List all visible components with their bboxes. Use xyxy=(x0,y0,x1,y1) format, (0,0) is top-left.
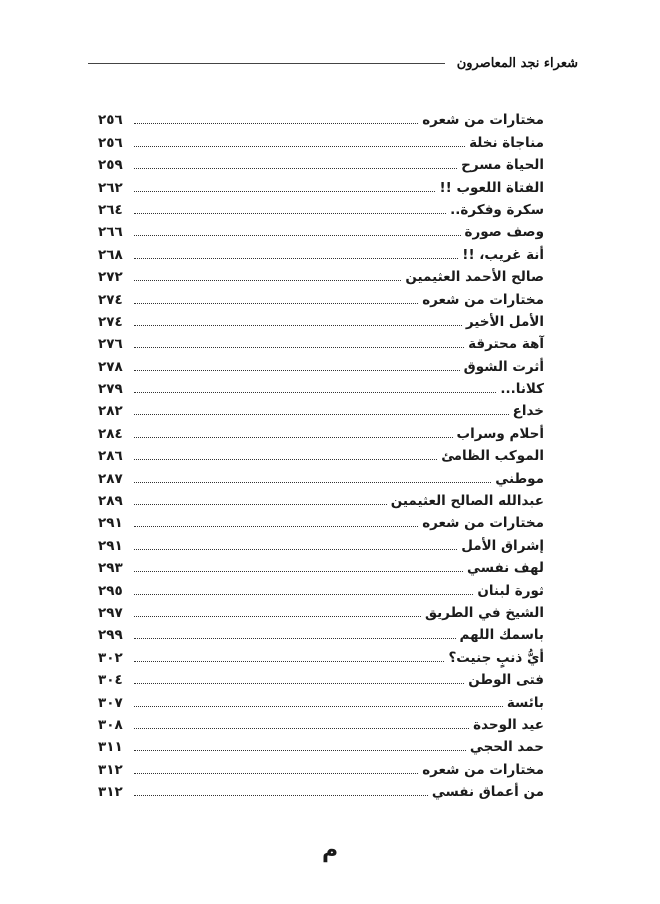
toc-entry xyxy=(98,310,544,332)
dotted-leader xyxy=(134,638,456,639)
toc-entry-page: ٣٠٨ xyxy=(98,716,123,733)
dotted-leader xyxy=(134,750,466,751)
toc-entry-page: ٢٩٥ xyxy=(98,582,123,599)
toc-entry-page: ٢٧٩ xyxy=(98,381,123,398)
toc-entry-title: الشيخ في الطريق xyxy=(424,604,544,621)
toc-entry-title: ثورة لبنان xyxy=(477,582,544,599)
dotted-leader xyxy=(134,235,461,236)
toc-entry-page: ٢٨٦ xyxy=(98,448,123,465)
toc-entry-title: الحياة مسرح xyxy=(461,157,544,174)
toc-entry xyxy=(98,623,544,645)
toc-entry-title: مختارات من شعره xyxy=(422,291,544,308)
toc-entry-page: ٣١٢ xyxy=(98,784,123,801)
toc-entry xyxy=(98,578,544,600)
dotted-leader xyxy=(134,526,418,527)
toc-entry-page: ٢٨٤ xyxy=(98,425,123,442)
toc-entry xyxy=(98,556,544,578)
toc-entry-title: أثرت الشوق xyxy=(463,358,544,375)
toc-entry-title: عبدالله الصالح العثيمين xyxy=(390,493,544,510)
toc-entry-title: أنة غريب، !! xyxy=(462,246,544,263)
toc-entry xyxy=(98,130,544,152)
toc-entry-page: ٢٩٧ xyxy=(98,604,123,621)
toc-entry xyxy=(98,399,544,421)
dotted-leader xyxy=(134,168,457,169)
dotted-leader xyxy=(134,191,435,192)
dotted-leader xyxy=(134,414,509,415)
toc-entry-page: ٢٨٩ xyxy=(98,493,123,510)
toc-entry-page: ٣٠٧ xyxy=(98,694,123,711)
dotted-leader xyxy=(134,213,446,214)
toc-entry-title: إشراق الأمل xyxy=(461,537,544,554)
toc-entry-title: سكرة وفكرة.. xyxy=(450,201,544,218)
toc-entry-page: ٢٧٨ xyxy=(98,358,123,375)
toc-entry xyxy=(98,220,544,242)
dotted-leader xyxy=(134,683,464,684)
toc-entry-title: صالح الأحمد العثيمين xyxy=(405,269,544,286)
running-header xyxy=(88,52,578,74)
toc-entry xyxy=(98,601,544,623)
toc-entry-title: آهة محترقة xyxy=(468,336,544,353)
dotted-leader xyxy=(134,123,418,124)
toc-entry-page: ٢٥٦ xyxy=(98,112,123,129)
dotted-leader xyxy=(134,280,401,281)
dotted-leader xyxy=(134,571,463,572)
header-rule xyxy=(88,63,445,64)
toc-entry xyxy=(98,533,544,555)
toc-entry xyxy=(98,735,544,757)
toc-entry xyxy=(98,645,544,667)
toc-entry-title: موطني xyxy=(495,470,544,487)
toc-entry-page: ٢٩٩ xyxy=(98,627,123,644)
toc-entry-page: ٢٦٤ xyxy=(98,201,123,218)
dotted-leader xyxy=(134,325,462,326)
dotted-leader xyxy=(134,549,457,550)
toc-entry-page: ٢٧٤ xyxy=(98,313,123,330)
toc-entry xyxy=(98,713,544,735)
toc-entry-title: حمد الحجي xyxy=(469,739,544,756)
toc-entry xyxy=(98,668,544,690)
toc-entry-page: ٢٩٣ xyxy=(98,560,123,577)
dotted-leader xyxy=(134,504,387,505)
toc-entry-page: ٢٥٦ xyxy=(98,134,123,151)
toc-entry-title: مناجاة نخلة xyxy=(469,134,544,151)
dotted-leader xyxy=(134,661,444,662)
toc-entry-page: ٢٨٧ xyxy=(98,470,123,487)
dotted-leader xyxy=(134,303,418,304)
toc-entry xyxy=(98,242,544,264)
dotted-leader xyxy=(134,347,464,348)
toc-entry-title: أحلام وسراب xyxy=(456,425,544,442)
toc-entry xyxy=(98,332,544,354)
dotted-leader xyxy=(134,795,428,796)
dotted-leader xyxy=(134,773,418,774)
dotted-leader xyxy=(134,370,460,371)
toc-entry-page: ٢٧٤ xyxy=(98,291,123,308)
dotted-leader xyxy=(134,459,437,460)
toc-entry xyxy=(98,108,544,130)
toc-entry-page: ٢٦٢ xyxy=(98,179,123,196)
dotted-leader xyxy=(134,146,465,147)
toc-entry-page: ٢٧٢ xyxy=(98,269,123,286)
toc-entry-page: ٢٦٦ xyxy=(98,224,123,241)
toc-entry-page: ٣١١ xyxy=(98,739,123,756)
toc-entry-page: ٣١٢ xyxy=(98,761,123,778)
toc-entry xyxy=(98,198,544,220)
running-header-title: شعراء نجد المعاصرون xyxy=(456,55,578,71)
toc-entry-title: أيُّ ذنبٍ جنيت؟ xyxy=(448,649,544,666)
toc-entry-title: بائسة xyxy=(506,694,544,711)
toc-entry-title: مختارات من شعره xyxy=(422,761,544,778)
toc-entry-title: وصف صورة xyxy=(464,224,544,241)
toc-entry-title: باسمك اللهم xyxy=(459,627,544,644)
toc-entry-title: مختارات من شعره xyxy=(422,515,544,532)
toc-entry-title: عيد الوحدة xyxy=(473,716,544,733)
toc-entry-title: الموكب الظامئ xyxy=(441,448,544,465)
toc-entry xyxy=(98,690,544,712)
dotted-leader xyxy=(134,482,491,483)
toc-entry xyxy=(98,354,544,376)
toc-entry-page: ٢٦٨ xyxy=(98,246,123,263)
toc-entry-title: خداع xyxy=(512,403,544,420)
dotted-leader xyxy=(134,392,496,393)
toc-entry-page: ٣٠٤ xyxy=(98,672,123,689)
toc-entry xyxy=(98,175,544,197)
dotted-leader xyxy=(134,728,469,729)
toc-entry-page: ٢٩١ xyxy=(98,515,123,532)
toc-entry xyxy=(98,444,544,466)
toc-entry-title: فتى الوطن xyxy=(468,672,544,689)
dotted-leader xyxy=(134,437,453,438)
toc-entry-title: مختارات من شعره xyxy=(422,112,544,129)
dotted-leader xyxy=(134,706,503,707)
table-of-contents xyxy=(98,108,544,802)
dotted-leader xyxy=(134,616,421,617)
toc-entry-title: كلانا... xyxy=(500,381,544,398)
toc-entry-page: ٢٧٦ xyxy=(98,336,123,353)
toc-entry xyxy=(98,466,544,488)
toc-entry xyxy=(98,287,544,309)
toc-entry xyxy=(98,421,544,443)
toc-entry-title: من أعماق نفسي xyxy=(431,784,544,801)
toc-entry-page: ٣٠٢ xyxy=(98,649,123,666)
dotted-leader xyxy=(134,258,458,259)
page-number: م xyxy=(321,838,339,863)
toc-entry-page: ٢٨٢ xyxy=(98,403,123,420)
toc-entry-page: ٢٥٩ xyxy=(98,157,123,174)
toc-entry xyxy=(98,265,544,287)
toc-entry xyxy=(98,489,544,511)
toc-entry xyxy=(98,511,544,533)
dotted-leader xyxy=(134,594,473,595)
toc-entry-title: الفتاة اللعوب !! xyxy=(439,179,544,196)
toc-entry-page: ٢٩١ xyxy=(98,537,123,554)
toc-entry xyxy=(98,757,544,779)
toc-entry xyxy=(98,780,544,802)
toc-entry xyxy=(98,377,544,399)
toc-entry xyxy=(98,153,544,175)
toc-entry-title: الأمل الأخير xyxy=(465,313,544,330)
toc-entry-title: لهف نفسي xyxy=(467,560,544,577)
